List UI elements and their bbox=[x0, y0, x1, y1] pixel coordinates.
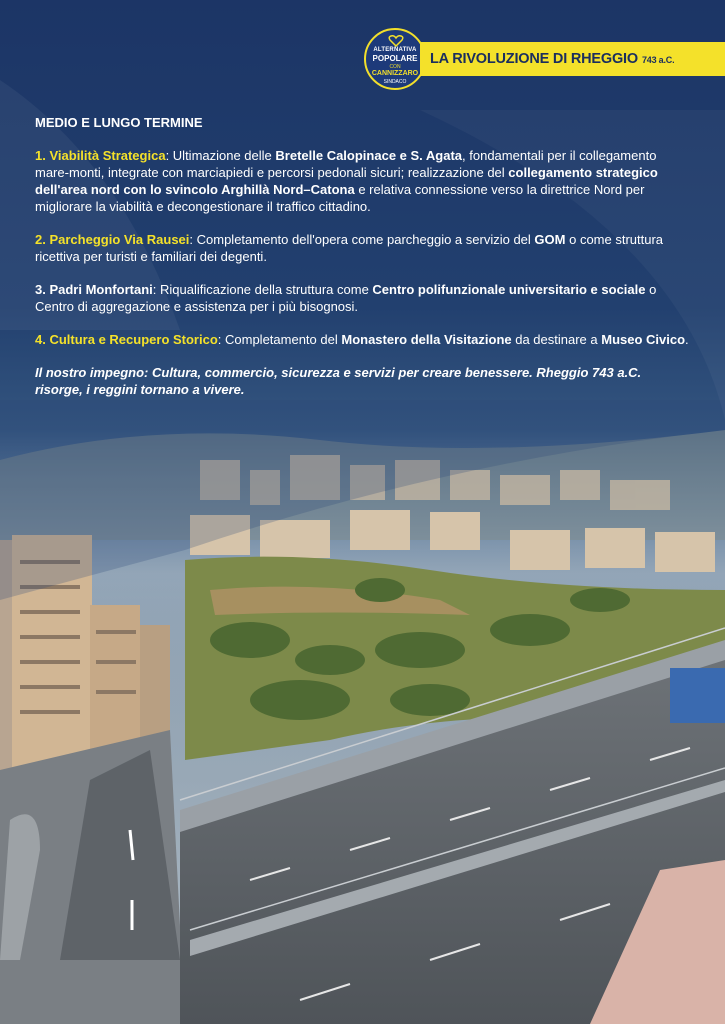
heart-icon bbox=[388, 35, 404, 47]
logo-line-2: POPOLARE bbox=[372, 54, 418, 63]
list-item bbox=[35, 281, 690, 315]
item-emphasis: Bretelle Calopinace e S. Agata bbox=[275, 148, 463, 163]
banner-suffix: 743 a.C. bbox=[641, 55, 675, 65]
banner-title-row bbox=[430, 51, 674, 67]
item-emphasis: GOM bbox=[534, 232, 566, 247]
logo-line-4: CANNIZZARO bbox=[371, 70, 419, 77]
item-text: : Completamento del bbox=[217, 332, 342, 347]
main-content bbox=[35, 114, 690, 414]
item-number: 3. bbox=[35, 282, 46, 297]
item-text: o Centro di aggregazione e assistenza per i più bisognosi. bbox=[35, 282, 657, 314]
city-viaduct-photo bbox=[0, 400, 725, 1024]
item-text: o come struttura ricettiva per turisti e familiari dei degenti. bbox=[35, 232, 664, 264]
item-title: Padri Monfortani bbox=[49, 282, 153, 297]
item-title: Viabilità Strategica bbox=[49, 148, 166, 163]
item-title: Cultura e Recupero Storico bbox=[49, 332, 218, 347]
item-text: : Ultimazione delle bbox=[165, 148, 276, 163]
item-emphasis: Monastero della Visitazione bbox=[341, 332, 512, 347]
item-number: 2. bbox=[35, 232, 46, 247]
header-banner bbox=[420, 42, 725, 76]
list-item bbox=[35, 231, 690, 265]
list-item bbox=[35, 147, 690, 215]
item-number: 4. bbox=[35, 332, 46, 347]
item-text: , fondamentali per il collegamento mare-monti, integrate con marciapiedi e percorsi pedonali sicuri; realizzazione del bbox=[35, 148, 657, 180]
item-number: 1. bbox=[35, 148, 46, 163]
logo-line-5: SINDACO bbox=[383, 79, 407, 85]
banner-title: LA RIVOLUZIONE DI RHEGGIO bbox=[430, 51, 638, 67]
item-title: Parcheggio Via Rausei bbox=[49, 232, 190, 247]
list-item bbox=[35, 331, 690, 348]
closing-statement: Il nostro impegno: Cultura, commercio, sicurezza e servizi per creare benessere. Rheggio 743 a.C. risorge, i reggini tornano a vivere. bbox=[35, 365, 642, 397]
item-text: e relativa connessione verso la direttrice Nord per migliorare la viabilità e decongestionare il traffico cittadino. bbox=[35, 182, 645, 214]
alternativa-popolare-logo bbox=[364, 28, 426, 90]
item-text: : Riqualificazione della struttura come bbox=[152, 282, 373, 297]
item-text: da destinare a bbox=[511, 332, 602, 347]
item-emphasis: Museo Civico bbox=[601, 332, 686, 347]
item-text: . bbox=[685, 332, 689, 347]
item-emphasis: Centro polifunzionale universitario e sociale bbox=[372, 282, 646, 297]
logo-line-3: CON bbox=[389, 64, 401, 70]
item-text: : Completamento dell'opera come parcheggio a servizio del bbox=[189, 232, 535, 247]
section-heading: MEDIO E LUNGO TERMINE bbox=[35, 115, 203, 130]
logo-line-1: ALTERNATIVA bbox=[373, 47, 417, 53]
item-emphasis: collegamento strategico dell'area nord con lo svincolo Arghillà Nord–Catona bbox=[35, 165, 658, 197]
